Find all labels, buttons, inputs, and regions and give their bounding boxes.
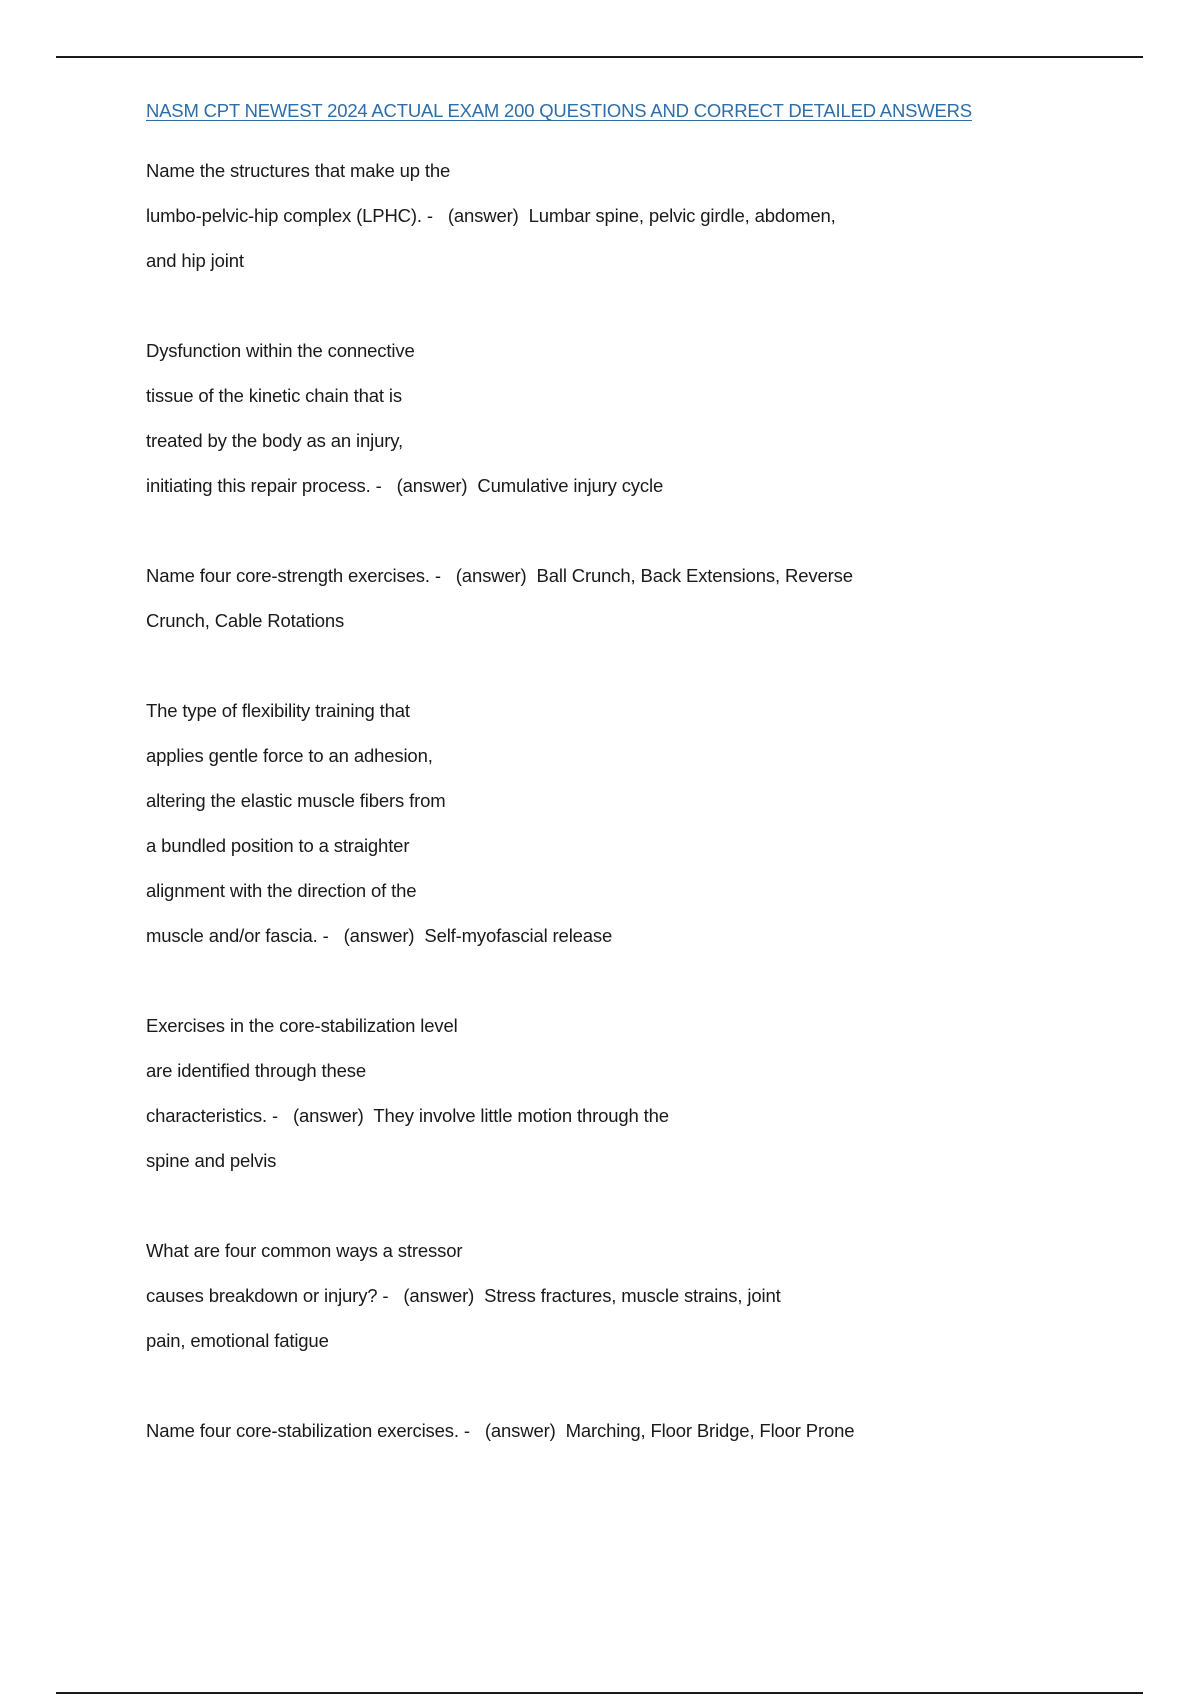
question-line: altering the elastic muscle fibers from bbox=[146, 790, 446, 811]
question-text: causes breakdown or injury? bbox=[146, 1285, 378, 1306]
question-answer-line bbox=[146, 1093, 1126, 1138]
question-answer-line bbox=[146, 913, 1126, 958]
question-line: The type of flexibility training that bbox=[146, 700, 410, 721]
answer-separator: - (answer) bbox=[429, 565, 537, 586]
question-answer-line bbox=[146, 1408, 1126, 1453]
qa-item bbox=[146, 1003, 1126, 1183]
answer-text: Cumulative injury cycle bbox=[477, 475, 664, 496]
document-title[interactable]: NASM CPT NEWEST 2024 ACTUAL EXAM 200 QUESTIONS AND CORRECT DETAILED ANSWERS bbox=[146, 100, 972, 121]
qa-item bbox=[146, 328, 1126, 508]
answer-text: Self-myofascial release bbox=[424, 925, 613, 946]
answer-text: Marching, Floor Bridge, Floor Prone bbox=[565, 1420, 855, 1441]
question-answer-line bbox=[146, 463, 1126, 508]
answer-text: Stress fractures, muscle strains, joint bbox=[484, 1285, 781, 1306]
qa-item bbox=[146, 553, 1126, 643]
answer-continuation: and hip joint bbox=[146, 250, 244, 271]
question-line: What are four common ways a stressor bbox=[146, 1240, 463, 1261]
answer-separator: - (answer) bbox=[421, 205, 529, 226]
answer-text: Lumbar spine, pelvic girdle, abdomen, bbox=[528, 205, 836, 226]
question-line: a bundled position to a straighter bbox=[146, 835, 410, 856]
question-line: are identified through these bbox=[146, 1060, 367, 1081]
question-line: Dysfunction within the connective bbox=[146, 340, 415, 361]
question-answer-line bbox=[146, 553, 1126, 598]
answer-separator: - (answer) bbox=[317, 925, 425, 946]
question-line: alignment with the direction of the bbox=[146, 880, 417, 901]
qa-list bbox=[146, 148, 1126, 1498]
qa-item bbox=[146, 148, 1126, 283]
answer-separator: - (answer) bbox=[377, 1285, 485, 1306]
question-line: applies gentle force to an adhesion, bbox=[146, 745, 433, 766]
answer-separator: - (answer) bbox=[458, 1420, 566, 1441]
question-text: Name four core-stabilization exercises. bbox=[146, 1420, 459, 1441]
qa-item bbox=[146, 1408, 1126, 1453]
header-rule bbox=[56, 56, 1143, 58]
question-text: muscle and/or fascia. bbox=[146, 925, 318, 946]
qa-item bbox=[146, 1228, 1126, 1363]
answer-continuation: Crunch, Cable Rotations bbox=[146, 610, 345, 631]
question-text: Name four core-strength exercises. bbox=[146, 565, 430, 586]
footer-rule bbox=[56, 1692, 1143, 1694]
qa-item bbox=[146, 688, 1126, 958]
answer-continuation: spine and pelvis bbox=[146, 1150, 277, 1171]
answer-text: Ball Crunch, Back Extensions, Reverse bbox=[536, 565, 853, 586]
question-line: treated by the body as an injury, bbox=[146, 430, 403, 451]
question-answer-line bbox=[146, 1273, 1126, 1318]
question-text: characteristics. bbox=[146, 1105, 267, 1126]
question-text: lumbo-pelvic-hip complex (LPHC). bbox=[146, 205, 422, 226]
answer-separator: - (answer) bbox=[370, 475, 478, 496]
answer-text: They involve little motion through the bbox=[373, 1105, 669, 1126]
question-answer-line bbox=[146, 193, 1126, 238]
question-line: Exercises in the core-stabilization level bbox=[146, 1015, 458, 1036]
question-text: initiating this repair process. bbox=[146, 475, 371, 496]
answer-separator: - (answer) bbox=[266, 1105, 374, 1126]
question-line: tissue of the kinetic chain that is bbox=[146, 385, 402, 406]
question-line: Name the structures that make up the bbox=[146, 160, 451, 181]
answer-continuation: pain, emotional fatigue bbox=[146, 1330, 329, 1351]
